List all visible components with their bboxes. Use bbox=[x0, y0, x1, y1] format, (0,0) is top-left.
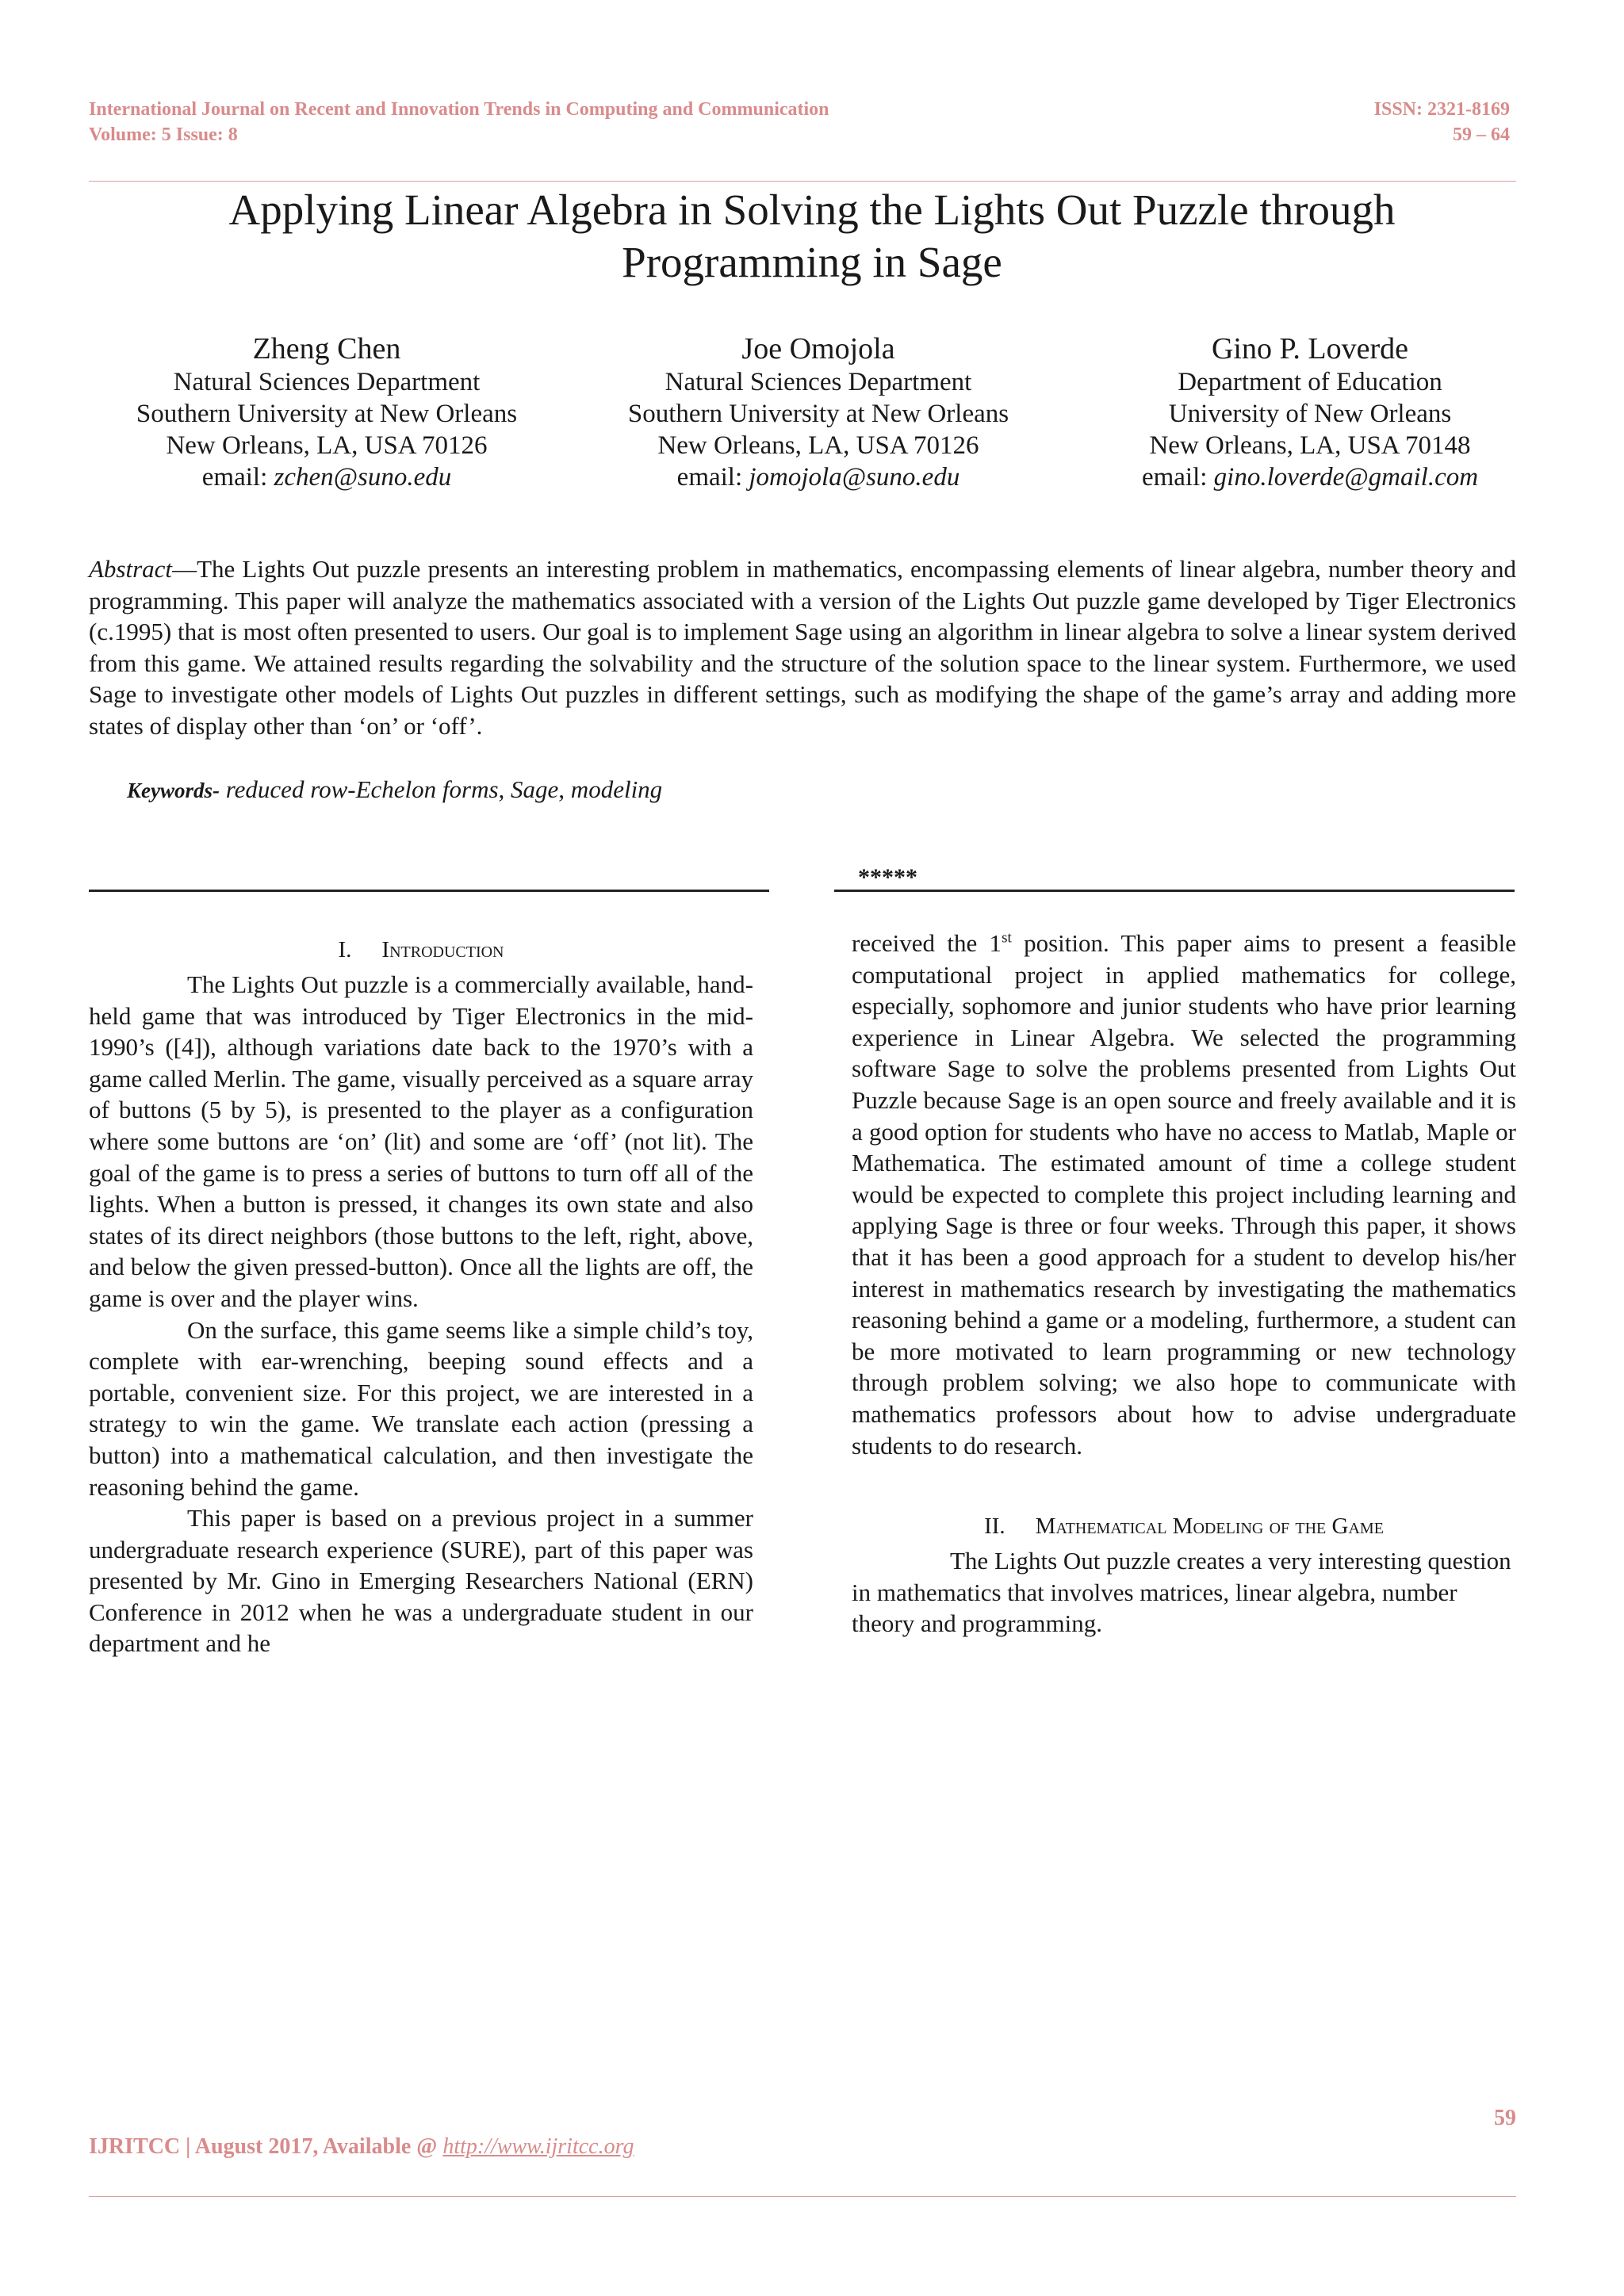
abstract-text: —The Lights Out puzzle presents an interesting problem in mathematics, encompassing elements of linear algebra, number theory and programming. This paper will analyze the mathematics associated with a version of the Lights Out puzzle game developed by Tiger Electronics (c.1995) that is most often presented to users. Our goal is to implement Sage using an algorithm in linear algebra to solve a linear system derived from this game. We attained results regarding the solvability and the structure of the solution space to the linear system. Furthermore, we used Sage to investigate other models of Lights Out puzzles in different settings, such as modifying the shape of the game’s array and adding more states of display other than ‘on’ or ‘off’. bbox=[89, 555, 1516, 740]
body-paragraph: This paper is based on a previous project in a summer undergraduate research experience (SURE), part of this paper was presented by Mr. Gino in Emerging Researchers National (ERN) Conference in 2012 when he was a undergraduate student in our department and he bbox=[89, 1504, 753, 1658]
right-column bbox=[852, 928, 1516, 1640]
author-department: Natural Sciences Department bbox=[173, 368, 481, 396]
keywords-label: Keywords- bbox=[127, 779, 220, 802]
author-card bbox=[1072, 331, 1548, 493]
volume-issue: Volume: 5 Issue: 8 bbox=[89, 124, 238, 145]
paragraph-text: received the 1 bbox=[852, 929, 1002, 957]
separator-stars: ***** bbox=[858, 864, 917, 890]
author-email-link[interactable]: zchen@suno.edu bbox=[274, 463, 452, 492]
footer-text: IJRITCC | August 2017, Available @ bbox=[89, 2134, 443, 2159]
body-paragraph: The Lights Out puzzle creates a very interesting question in mathematics that involves matrices, linear algebra, number theory and programming. bbox=[852, 1547, 1511, 1638]
abstract bbox=[89, 553, 1516, 742]
author-city: New Orleans, LA, USA 70126 bbox=[166, 431, 488, 460]
section-separator bbox=[89, 864, 1516, 896]
section-number: II. bbox=[984, 1513, 1005, 1540]
paper-title: Applying Linear Algebra in Solving the Lights Out Puzzle through Programming in Sage bbox=[228, 186, 1396, 286]
header-rule bbox=[89, 181, 1516, 182]
body-paragraph: On the surface, this game seems like a simple child’s toy, complete with ear-wrenching, beeping sound effects and a portable, convenient size. For this project, we are interested in a strategy to win the game. We translate each action (pressing a button) into a mathematical calculation, and then investigate the reasoning behind the game. bbox=[89, 1315, 753, 1501]
author-university: Southern University at New Orleans bbox=[136, 400, 518, 428]
email-label: email: bbox=[676, 463, 749, 492]
running-header-left bbox=[89, 97, 829, 147]
author-city: New Orleans, LA, USA 70148 bbox=[1149, 431, 1471, 460]
body-paragraph: The Lights Out puzzle is a commercially available, hand-held game that was introduced by Tiger Electronics in the mid-1990’s ([4]), although variations date back to the 1970’s with a game called Merlin. The game, visually perceived as a square array of buttons (5 by 5), is presented to the player as a configuration where some buttons are ‘on’ (lit) and some are ‘off’ (not lit). The goal of the game is to press a series of buttons to turn off all of the lights. When a button is pressed, it changes its own state and also states of its direct neighbors (those buttons to the left, right, above, and below the given pressed-button). Once all the lights are off, the game is over and the player wins. bbox=[89, 970, 753, 1312]
author-city: New Orleans, LA, USA 70126 bbox=[657, 431, 979, 460]
keywords-text: reduced row-Echelon forms, Sage, modeling bbox=[220, 775, 663, 803]
body-paragraph bbox=[852, 928, 1516, 1461]
author-card bbox=[89, 331, 565, 493]
running-header-right bbox=[1374, 97, 1510, 147]
page-range: 59 – 64 bbox=[1453, 124, 1510, 145]
author-email-link[interactable]: gino.loverde@gmail.com bbox=[1213, 463, 1479, 492]
author-name: Joe Omojola bbox=[741, 332, 895, 365]
journal-name: International Journal on Recent and Innovation Trends in Computing and Communication bbox=[89, 99, 829, 120]
footer bbox=[89, 2134, 634, 2160]
author-email-line bbox=[89, 461, 565, 493]
author-university: University of New Orleans bbox=[1168, 400, 1452, 428]
author-email-line bbox=[1072, 461, 1548, 493]
paragraph-text: position. This paper aims to present a feasible computational project in applied mathematics for college, especially, sophomore and junior students who have prior learning experience in Linear Algebra. We selected the programming software Sage to solve the problems presented from Lights Out Puzzle because Sage is an open source and freely available and it is a good option for students who have no access to Matlab, Maple or Mathematica. The estimated amount of time a college student would be expected to complete this project including learning and applying Sage is three or four weeks. Through this paper, it shows that it has been a good approach for a student to develop his/her interest in mathematics research by investigating the mathematics reasoning behind a game or a modeling, furthermore, a student can be more motivated to learn programming or new technology through problem solving; we also hope to communicate with mathematics professors about how to advise undergraduate students to do research. bbox=[852, 929, 1516, 1460]
author-card bbox=[580, 331, 1056, 493]
author-department: Natural Sciences Department bbox=[665, 368, 972, 396]
section-number: I. bbox=[338, 937, 352, 962]
author-name: Gino P. Loverde bbox=[1211, 332, 1409, 365]
author-email-line bbox=[580, 461, 1056, 493]
author-email-link[interactable]: jomojola@suno.edu bbox=[749, 463, 960, 492]
issn: ISSN: 2321-8169 bbox=[1373, 99, 1510, 120]
separator-line-left bbox=[89, 890, 769, 892]
footer-link[interactable]: http://www.ijritcc.org bbox=[442, 2134, 634, 2159]
footer-rule bbox=[89, 2196, 1516, 2197]
section-title: Introduction bbox=[381, 937, 504, 962]
author-block bbox=[89, 331, 1516, 498]
ordinal-superscript: st bbox=[1002, 929, 1012, 947]
left-column bbox=[89, 928, 753, 1659]
email-label: email: bbox=[201, 463, 274, 492]
section-heading-modeling bbox=[852, 1510, 1516, 1542]
author-name: Zheng Chen bbox=[252, 332, 401, 365]
section-title: Mathematical Modeling of the Game bbox=[1035, 1513, 1384, 1540]
keywords bbox=[127, 774, 662, 806]
email-label: email: bbox=[1141, 463, 1214, 492]
author-department: Department of Education bbox=[1178, 368, 1442, 396]
page-number: 59 bbox=[1494, 2106, 1516, 2130]
separator-line-right bbox=[834, 890, 1515, 892]
section-heading-introduction bbox=[89, 934, 753, 966]
abstract-label: Abstract bbox=[89, 555, 173, 583]
author-university: Southern University at New Orleans bbox=[627, 400, 1009, 428]
